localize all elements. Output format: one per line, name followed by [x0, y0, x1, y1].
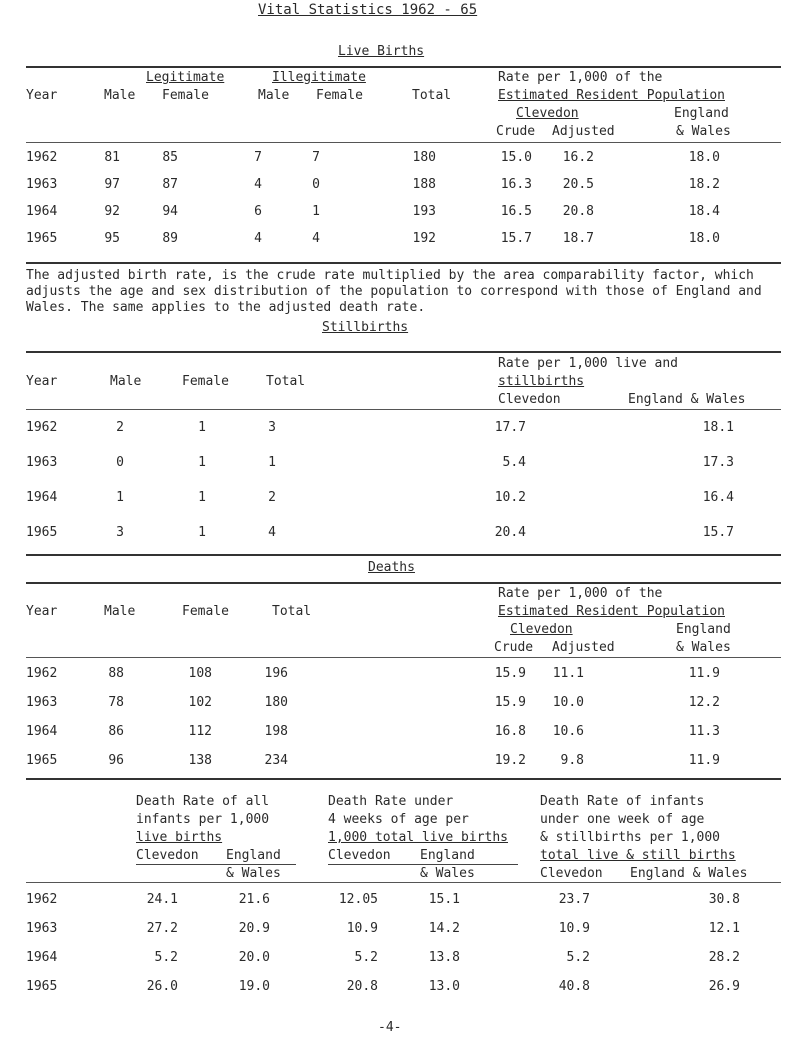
- table-cell: 10.9: [558, 921, 590, 936]
- header-male: Male: [104, 88, 136, 103]
- header-g2-line1: Death Rate under: [328, 794, 454, 809]
- header-england: England: [674, 106, 729, 121]
- table-cell: 18.4: [688, 204, 720, 219]
- table-cell: 1: [312, 204, 320, 219]
- table-cell: 9.8: [560, 753, 584, 768]
- header-rule: [26, 409, 781, 410]
- table-cell: 10.6: [552, 724, 584, 739]
- table-cell: 112: [188, 724, 212, 739]
- table-cell: 28.2: [708, 950, 740, 965]
- header-male: Male: [110, 374, 142, 389]
- table-cell: 21.6: [238, 892, 270, 907]
- header-adjusted: Adjusted: [552, 124, 615, 139]
- table-cell: 88: [108, 666, 124, 681]
- table-cell: 11.3: [688, 724, 720, 739]
- table-cell: 1: [198, 525, 206, 540]
- header-female: Female: [182, 374, 229, 389]
- header-female: Female: [162, 88, 209, 103]
- table-cell: 20.8: [346, 979, 378, 994]
- table-cell: 11.9: [688, 753, 720, 768]
- header-g2-line2: 4 weeks of age per: [328, 812, 469, 827]
- table-cell: 95: [104, 231, 120, 246]
- header-g1-line1: Death Rate of all: [136, 794, 270, 809]
- table-cell: 30.8: [708, 892, 740, 907]
- header-legitimate: Legitimate: [146, 70, 225, 85]
- table-cell: 7: [312, 150, 320, 165]
- header-rule: [26, 882, 781, 883]
- table-cell: 5.2: [354, 950, 378, 965]
- table-cell: 5.2: [566, 950, 590, 965]
- table-cell: 86: [108, 724, 124, 739]
- table-cell: 20.9: [238, 921, 270, 936]
- year-cell: 1962: [26, 666, 58, 681]
- table-cell: 2: [268, 490, 276, 505]
- table-cell: 14.2: [428, 921, 460, 936]
- table-cell: 234: [264, 753, 288, 768]
- table-cell: 16.5: [500, 204, 532, 219]
- table-cell: 17.3: [702, 455, 734, 470]
- table-cell: 198: [264, 724, 288, 739]
- table-cell: 26.9: [708, 979, 740, 994]
- header-total: Total: [412, 88, 452, 103]
- year-cell: 1963: [26, 695, 58, 710]
- year-cell: 1962: [26, 150, 58, 165]
- header-male: Male: [258, 88, 290, 103]
- header-rate-line1: Rate per 1,000 of the: [498, 70, 663, 85]
- table-cell: 87: [162, 177, 178, 192]
- year-cell: 1965: [26, 525, 58, 540]
- table-cell: 16.2: [562, 150, 594, 165]
- table-cell: 89: [162, 231, 178, 246]
- stillbirths-heading: Stillbirths: [322, 320, 409, 335]
- table-cell: 6: [254, 204, 262, 219]
- table-cell: 0: [312, 177, 320, 192]
- header-clevedon: Clevedon: [498, 392, 561, 407]
- header-female: Female: [182, 604, 229, 619]
- table-cell: 15.9: [494, 666, 526, 681]
- table-cell: 192: [412, 231, 436, 246]
- deaths-heading: Deaths: [368, 560, 415, 575]
- table-cell: 96: [108, 753, 124, 768]
- table-cell: 23.7: [558, 892, 590, 907]
- table-cell: 1: [198, 490, 206, 505]
- page-number: -4-: [378, 1020, 402, 1035]
- header-g3-line1: Death Rate of infants: [540, 794, 705, 809]
- header-england-wales: England & Wales: [630, 866, 748, 881]
- header-crude: Crude: [494, 640, 534, 655]
- header-g1-line3: live births: [136, 830, 223, 845]
- table-cell: 1: [198, 455, 206, 470]
- table-cell: 18.7: [562, 231, 594, 246]
- header-year: Year: [26, 374, 58, 389]
- header-clevedon: Clevedon: [136, 848, 199, 863]
- header-clevedon: Clevedon: [516, 106, 579, 121]
- table-cell: 26.0: [146, 979, 178, 994]
- header-year: Year: [26, 604, 58, 619]
- table-cell: 102: [188, 695, 212, 710]
- year-cell: 1962: [26, 892, 58, 907]
- table-cell: 17.7: [494, 420, 526, 435]
- table-cell: 180: [412, 150, 436, 165]
- table-cell: 15.9: [494, 695, 526, 710]
- table-cell: 108: [188, 666, 212, 681]
- table-cell: 27.2: [146, 921, 178, 936]
- table-cell: 24.1: [146, 892, 178, 907]
- year-cell: 1964: [26, 724, 58, 739]
- table-rule: [26, 66, 781, 68]
- header-england: England: [226, 848, 281, 863]
- page-title: Vital Statistics 1962 - 65: [258, 2, 478, 18]
- table-cell: 81: [104, 150, 120, 165]
- live-births-heading: Live Births: [338, 44, 425, 59]
- header-rate-line1: Rate per 1,000 live and: [498, 356, 679, 371]
- header-rate-line2: stillbirths: [498, 374, 585, 389]
- table-cell: 20.8: [562, 204, 594, 219]
- table-cell: 15.7: [500, 231, 532, 246]
- table-cell: 18.1: [702, 420, 734, 435]
- table-cell: 85: [162, 150, 178, 165]
- year-cell: 1965: [26, 231, 58, 246]
- table-cell: 13.8: [428, 950, 460, 965]
- table-rule: [26, 554, 781, 556]
- header-year: Year: [26, 88, 58, 103]
- table-cell: 7: [254, 150, 262, 165]
- table-cell: 15.7: [702, 525, 734, 540]
- header-rate-line2: Estimated Resident Population: [498, 88, 725, 103]
- year-cell: 1964: [26, 490, 58, 505]
- table-cell: 19.0: [238, 979, 270, 994]
- table-cell: 4: [312, 231, 320, 246]
- table-cell: 1: [198, 420, 206, 435]
- table-cell: 20.0: [238, 950, 270, 965]
- header-g2-line3: 1,000 total live births: [328, 830, 509, 845]
- year-cell: 1963: [26, 177, 58, 192]
- table-cell: 4: [268, 525, 276, 540]
- header-clevedon: Clevedon: [328, 848, 391, 863]
- table-cell: 3: [116, 525, 124, 540]
- table-cell: 193: [412, 204, 436, 219]
- header-rate-line2: Estimated Resident Population: [498, 604, 725, 619]
- table-cell: 16.3: [500, 177, 532, 192]
- table-cell: 2: [116, 420, 124, 435]
- table-cell: 196: [264, 666, 288, 681]
- header-total: Total: [272, 604, 312, 619]
- header-g1-line2: infants per 1,000: [136, 812, 270, 827]
- header-rule: [26, 142, 781, 143]
- year-cell: 1963: [26, 455, 58, 470]
- table-cell: 94: [162, 204, 178, 219]
- table-cell: 4: [254, 177, 262, 192]
- table-cell: 5.4: [502, 455, 526, 470]
- table-cell: 18.2: [688, 177, 720, 192]
- header-clevedon: Clevedon: [510, 622, 573, 637]
- table-cell: 20.5: [562, 177, 594, 192]
- table-cell: 15.0: [500, 150, 532, 165]
- table-cell: 11.1: [552, 666, 584, 681]
- year-cell: 1964: [26, 204, 58, 219]
- table-cell: 180: [264, 695, 288, 710]
- header-rate-line1: Rate per 1,000 of the: [498, 586, 663, 601]
- table-cell: 0: [116, 455, 124, 470]
- year-cell: 1962: [26, 420, 58, 435]
- table-rule: [26, 351, 781, 353]
- table-cell: 40.8: [558, 979, 590, 994]
- header-crude: Crude: [496, 124, 536, 139]
- header-g3-line3: & stillbirths per 1,000: [540, 830, 721, 845]
- header-g3-line2: under one week of age: [540, 812, 705, 827]
- table-cell: 1: [116, 490, 124, 505]
- note-paragraph: The adjusted birth rate, is the crude rate multiplied by the area comparability factor, which adjusts the age and sex distribution of the population to correspond with those of England and Wales. The same applies to the adjusted death rate.: [26, 268, 762, 315]
- table-cell: 16.8: [494, 724, 526, 739]
- header-adjusted: Adjusted: [552, 640, 615, 655]
- table-cell: 1: [268, 455, 276, 470]
- header-clevedon: Clevedon: [540, 866, 603, 881]
- table-cell: 10.2: [494, 490, 526, 505]
- header-england: England: [676, 622, 731, 637]
- header-rule: [26, 657, 781, 658]
- header-wales: & Wales: [676, 124, 731, 139]
- table-rule: [26, 262, 781, 264]
- table-cell: 12.1: [708, 921, 740, 936]
- table-cell: 11.9: [688, 666, 720, 681]
- table-cell: 3: [268, 420, 276, 435]
- table-cell: 10.9: [346, 921, 378, 936]
- year-cell: 1965: [26, 753, 58, 768]
- table-cell: 15.1: [428, 892, 460, 907]
- table-cell: 19.2: [494, 753, 526, 768]
- year-cell: 1963: [26, 921, 58, 936]
- table-cell: 18.0: [688, 231, 720, 246]
- header-illegitimate: Illegitimate: [272, 70, 366, 85]
- table-cell: 18.0: [688, 150, 720, 165]
- header-england-wales: England & Wales: [628, 392, 746, 407]
- header-rule: [328, 864, 518, 865]
- table-rule: [26, 582, 781, 584]
- year-cell: 1965: [26, 979, 58, 994]
- header-england: England: [420, 848, 475, 863]
- table-cell: 20.4: [494, 525, 526, 540]
- table-cell: 78: [108, 695, 124, 710]
- header-wales: & Wales: [676, 640, 731, 655]
- year-cell: 1964: [26, 950, 58, 965]
- table-cell: 4: [254, 231, 262, 246]
- header-total: Total: [266, 374, 306, 389]
- header-female: Female: [316, 88, 363, 103]
- table-cell: 138: [188, 753, 212, 768]
- table-cell: 92: [104, 204, 120, 219]
- table-cell: 10.0: [552, 695, 584, 710]
- table-cell: 97: [104, 177, 120, 192]
- table-cell: 12.05: [338, 892, 378, 907]
- header-wales: & Wales: [420, 866, 475, 881]
- table-cell: 5.2: [154, 950, 178, 965]
- header-rule: [136, 864, 296, 865]
- table-cell: 13.0: [428, 979, 460, 994]
- header-wales: & Wales: [226, 866, 281, 881]
- table-cell: 12.2: [688, 695, 720, 710]
- table-cell: 188: [412, 177, 436, 192]
- table-rule: [26, 778, 781, 780]
- header-g3-line4: total live & still births: [540, 848, 736, 863]
- header-male: Male: [104, 604, 136, 619]
- table-cell: 16.4: [702, 490, 734, 505]
